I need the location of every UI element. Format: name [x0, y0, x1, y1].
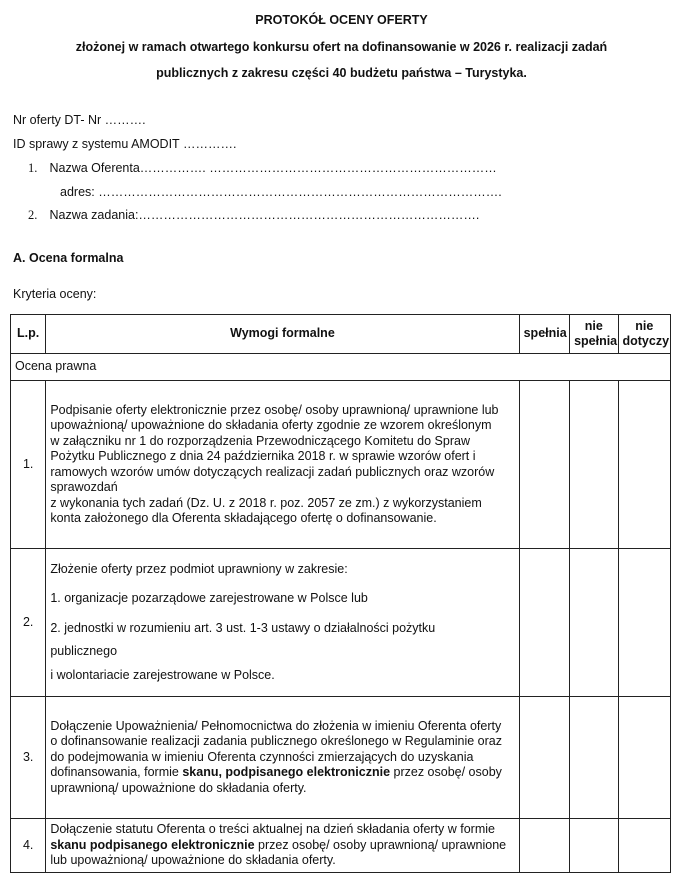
item-number: 1. [28, 161, 38, 175]
not-applicable-cell[interactable] [618, 381, 671, 549]
requirement-line: z wykonania tych zadań (Dz. U. z 2018 r. poz. 2057 ze zm.) z wykorzystaniem konta założonego dla Oferenta składającego ofertę o dofinansowanie. [50, 495, 482, 525]
does-not-meet-cell[interactable] [570, 697, 618, 819]
offer-number-field: Nr oferty DT- Nr ………. [13, 113, 146, 127]
requirement-text [46, 697, 519, 819]
requirement-text-part: do podejmowania w imieniu Oferenta czynności zmierzających do uzyskania dofinansowania, formie [50, 749, 474, 780]
requirement-bold-text: skanu, podpisanego elektronicznie [182, 765, 391, 780]
requirement-text [46, 381, 519, 549]
meets-cell[interactable] [519, 819, 569, 873]
meets-cell[interactable] [519, 697, 569, 819]
header-does-not-meet: nie spełnia [570, 315, 618, 354]
criteria-label: Kryteria oceny: [13, 287, 97, 301]
address-field: adres: ……………………………………………………………………………………. [60, 185, 502, 199]
requirement-line: Podpisanie oferty elektronicznie przez osobę/ osoby uprawnioną/ uprawnione lub upoważnioną/ upoważnione do składania oferty zgodnie ze wzorem określonym [50, 402, 499, 432]
header-not-applicable: nie dotyczy [618, 315, 671, 354]
applicant-name-field [28, 161, 497, 176]
item-number: 2. [28, 208, 38, 222]
requirement-text-part: przez osobę/ osoby uprawnioną/ upoważnione do składania oferty. [50, 765, 502, 795]
requirement-line: Dołączenie Upoważnienia/ Pełnomocnictwa do złożenia w imieniu Oferenta oferty [50, 718, 502, 733]
section-row-label: Ocena prawna [11, 354, 671, 381]
requirement-text-part: przez osobę/ osoby uprawnioną/ uprawnione lub upoważnioną/ upoważnione do składania oferty. [50, 837, 507, 868]
not-applicable-cell[interactable] [618, 819, 671, 873]
criteria-table [10, 314, 671, 873]
requirement-line: i wolontariacie zarejestrowane w Polsce. [50, 667, 275, 682]
not-applicable-cell[interactable] [618, 697, 671, 819]
row-number: 4. [11, 819, 46, 873]
header-lp: L.p. [11, 315, 46, 354]
row-number: 3. [11, 697, 46, 819]
requirement-bold-text: skanu podpisanego elektronicznie [50, 837, 255, 852]
row-number: 2. [11, 549, 46, 697]
task-name-label: Nazwa zadania:………………………………………………………………………. [49, 208, 480, 222]
requirement-line: o dofinansowanie realizacji zadania publicznego określonego w Regulaminie oraz [50, 734, 502, 749]
table-row [11, 549, 671, 697]
not-applicable-cell[interactable] [618, 549, 671, 697]
header-meets: spełnia [519, 315, 569, 354]
requirement-text-part: Dołączenie statutu Oferenta o treści aktualnej na dzień składania oferty w formie [50, 822, 495, 837]
header-requirements: Wymogi formalne [46, 315, 519, 354]
meets-cell[interactable] [519, 381, 569, 549]
row-number: 1. [11, 381, 46, 549]
does-not-meet-cell[interactable] [570, 819, 618, 873]
document-subtitle-line2: publicznych z zakresu części 40 budżetu państwa – Turystyka. [156, 66, 527, 80]
applicant-name-label: Nazwa Oferenta……………. …………………………………………………………… [49, 161, 497, 175]
document-title: PROTOKÓŁ OCENY OFERTY [255, 13, 428, 27]
case-id-field: ID sprawy z systemu AMODIT …………. [13, 137, 237, 151]
does-not-meet-cell[interactable] [570, 381, 618, 549]
table-row [11, 697, 671, 819]
requirement-line [50, 822, 514, 869]
task-name-field [28, 208, 479, 223]
requirement-text [46, 549, 519, 697]
requirement-line [50, 750, 514, 797]
does-not-meet-cell[interactable] [570, 549, 618, 697]
requirement-line: w załączniku nr 1 do rozporządzenia Przewodniczącego Komitetu do Spraw Pożytku Publicznego z dnia 24 października 2018 r. w sprawie wzorów ofert i ramowych wzorów umów dotyczących realizacji zadań publicznych oraz wzorów sprawozdań [50, 433, 495, 494]
requirement-line: 1. organizacje pozarządowe zarejestrowane w Polsce lub [50, 591, 368, 606]
requirement-line: publicznego [50, 644, 118, 659]
section-row [11, 354, 671, 381]
requirement-text [46, 819, 519, 873]
table-header-row [11, 315, 671, 354]
document-subtitle-line1: złożonej w ramach otwartego konkursu ofert na dofinansowanie w 2026 r. realizacji zadań [75, 40, 608, 54]
meets-cell[interactable] [519, 549, 569, 697]
requirement-line: 2. jednostki w rozumieniu art. 3 ust. 1-3 ustawy o działalności pożytku [50, 620, 436, 635]
requirement-line: Złożenie oferty przez podmiot uprawniony w zakresie: [50, 561, 348, 576]
table-row [11, 819, 671, 873]
table-row [11, 381, 671, 549]
section-heading: A. Ocena formalna [13, 251, 124, 265]
